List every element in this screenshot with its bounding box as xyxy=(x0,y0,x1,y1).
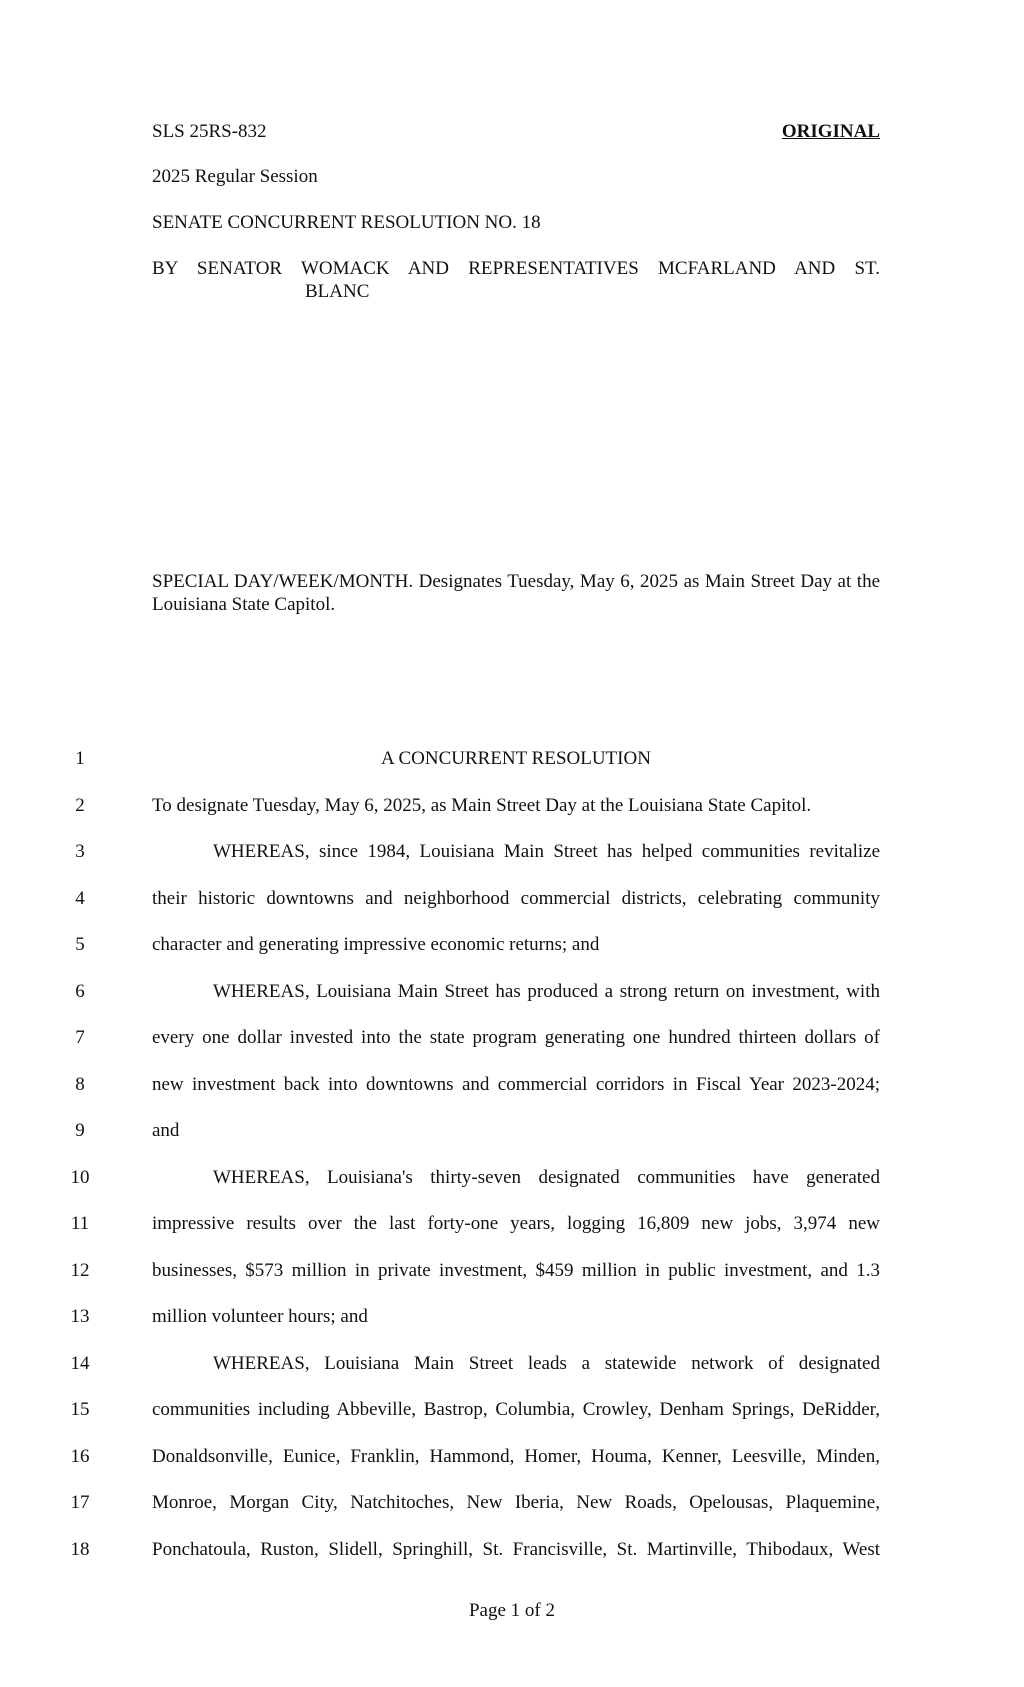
line-number: 14 xyxy=(70,1352,90,1374)
line-text: WHEREAS, Louisiana's thirty-seven designated communities have generated xyxy=(213,1166,880,1188)
line-4 xyxy=(0,888,1024,935)
line-text: and xyxy=(152,1120,180,1141)
line-number: 8 xyxy=(75,1073,85,1095)
resolution-title: A CONCURRENT RESOLUTION xyxy=(381,748,651,769)
line-number: 7 xyxy=(75,1027,85,1048)
line-12 xyxy=(0,1260,1024,1307)
line-text: WHEREAS, Louisiana Main Street has produced a strong return on investment, with xyxy=(213,980,880,1002)
line-number: 13 xyxy=(70,1306,90,1327)
line-text: businesses, $573 million in private investment, $459 million in public investment, and 1.3 xyxy=(152,1259,880,1281)
line-10 xyxy=(0,1167,1024,1214)
line-5 xyxy=(0,934,1024,981)
line-number: 2 xyxy=(75,794,85,816)
line-text: To designate Tuesday, May 6, 2025, as Main Street Day at the Louisiana State Capitol. xyxy=(152,794,812,816)
line-number: 5 xyxy=(75,934,85,955)
line-text: every one dollar invested into the state program generating one hundred thirteen dollars of xyxy=(152,1027,880,1048)
line-1 xyxy=(0,748,1024,795)
line-text: Ponchatoula, Ruston, Slidell, Springhill, St. Francisville, St. Martinville, Thibodaux, West xyxy=(152,1538,880,1560)
sponsors-line-2: BLANC xyxy=(305,281,370,302)
line-17 xyxy=(0,1492,1024,1539)
session-label: 2025 Regular Session xyxy=(152,166,318,187)
line-number: 12 xyxy=(70,1259,90,1281)
line-18 xyxy=(0,1539,1024,1586)
digest: SPECIAL DAY/WEEK/MONTH. Designates Tuesday, May 6, 2025 as Main Street Day at the Louisiana State Capitol. xyxy=(152,571,880,615)
line-text: their historic downtowns and neighborhood commercial districts, celebrating community xyxy=(152,887,880,909)
line-text: Monroe, Morgan City, Natchitoches, New Iberia, New Roads, Opelousas, Plaquemine, xyxy=(152,1492,880,1513)
line-number: 6 xyxy=(75,980,85,1002)
line-number: 3 xyxy=(75,841,85,862)
line-2 xyxy=(0,795,1024,842)
line-text: new investment back into downtowns and commercial corridors in Fiscal Year 2023-2024; xyxy=(152,1073,880,1095)
line-number: 18 xyxy=(70,1538,90,1560)
line-number: 17 xyxy=(70,1492,90,1513)
line-number: 10 xyxy=(70,1166,90,1188)
line-number: 1 xyxy=(75,748,85,769)
sponsors-line-1: BY SENATOR WOMACK AND REPRESENTATIVES MCFARLAND AND ST. xyxy=(152,258,880,279)
line-number: 15 xyxy=(70,1399,90,1420)
line-number: 9 xyxy=(75,1120,85,1141)
line-text: communities including Abbeville, Bastrop, Columbia, Crowley, Denham Springs, DeRidder, xyxy=(152,1399,880,1420)
line-text: character and generating impressive economic returns; and xyxy=(152,934,600,955)
line-8 xyxy=(0,1074,1024,1121)
bill-id: SLS 25RS-832 xyxy=(152,121,267,142)
line-text: impressive results over the last forty-one years, logging 16,809 new jobs, 3,974 new xyxy=(152,1213,880,1234)
resolution-body xyxy=(0,748,1024,1585)
line-number: 4 xyxy=(75,887,85,909)
line-14 xyxy=(0,1353,1024,1400)
version-label: ORIGINAL xyxy=(781,121,880,142)
line-13 xyxy=(0,1306,1024,1353)
resolution-number: SENATE CONCURRENT RESOLUTION NO. 18 xyxy=(152,212,541,233)
line-number: 16 xyxy=(70,1445,90,1467)
line-text: WHEREAS, since 1984, Louisiana Main Street has helped communities revitalize xyxy=(213,841,880,862)
line-number: 11 xyxy=(70,1213,90,1234)
line-text: million volunteer hours; and xyxy=(152,1306,368,1327)
line-16 xyxy=(0,1446,1024,1493)
page-number: Page 1 of 2 xyxy=(468,1600,555,1621)
line-3 xyxy=(0,841,1024,888)
line-text: Donaldsonville, Eunice, Franklin, Hammond, Homer, Houma, Kenner, Leesville, Minden, xyxy=(152,1445,880,1467)
line-6 xyxy=(0,981,1024,1028)
line-text: WHEREAS, Louisiana Main Street leads a statewide network of designated xyxy=(213,1352,880,1374)
line-7 xyxy=(0,1027,1024,1074)
line-9 xyxy=(0,1120,1024,1167)
line-15 xyxy=(0,1399,1024,1446)
line-11 xyxy=(0,1213,1024,1260)
